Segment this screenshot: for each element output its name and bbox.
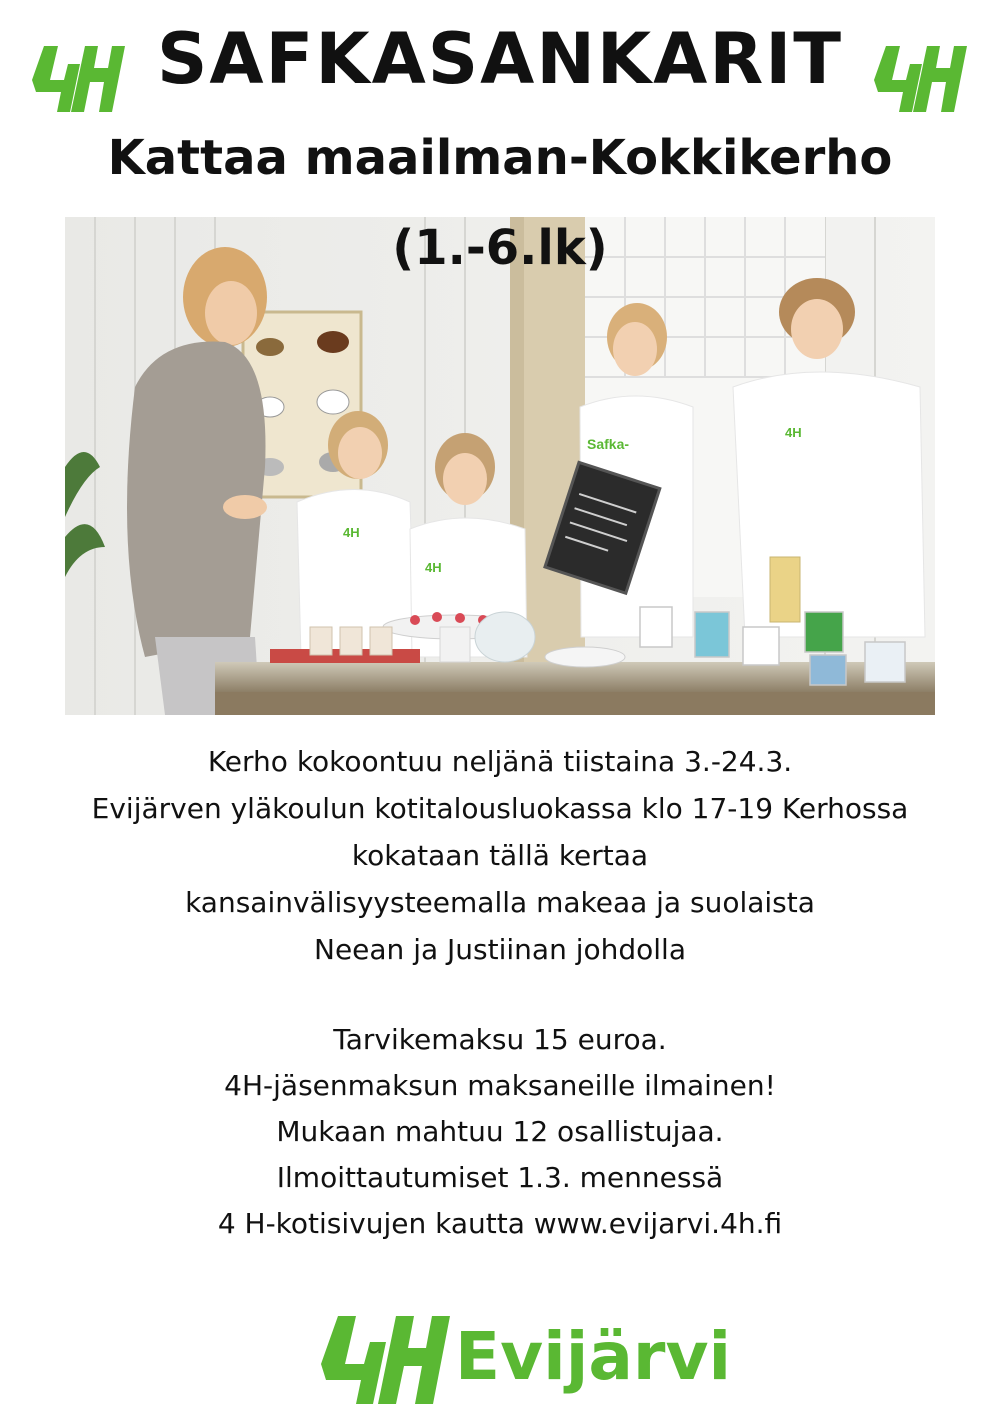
description-line: Kerho kokoontuu neljänä tiistaina 3.-24.3. (207, 745, 793, 778)
description-line: Neean ja Justiinan johdolla (314, 933, 686, 966)
poster-subtitle: Kattaa maailman-Kokkikerho (107, 130, 893, 186)
info-block (0, 1017, 1000, 1247)
description-line: Evijärven yläkoulun kotitalousluokassa klo 17-19 Kerhossa (91, 792, 909, 825)
info-line-deadline: Ilmoittautumiset 1.3. mennessä (276, 1161, 724, 1194)
svg-text:4H: 4H (425, 560, 442, 575)
description-line: kokataan tällä kertaa (351, 839, 649, 872)
svg-text:4H: 4H (785, 425, 802, 440)
svg-text:Safka-: Safka- (587, 436, 630, 452)
poster-title: SAFKASANKARIT (156, 18, 844, 100)
organization-name: Evijärvi (455, 1318, 732, 1395)
description-line: kansainvälisyysteemalla makeaa ja suolaista (185, 886, 815, 919)
info-line-website: 4 H-kotisivujen kautta www.evijarvi.4h.fi (217, 1207, 783, 1240)
kitchen-photo (65, 217, 935, 715)
grade-level: (1.-6.lk) (392, 220, 608, 276)
svg-text:4H: 4H (343, 525, 360, 540)
info-line-capacity: Mukaan mahtuu 12 osallistujaa. (276, 1115, 724, 1148)
info-line-fee: Tarvikemaksu 15 euroa. (333, 1023, 667, 1056)
4h-logo-footer (318, 1312, 450, 1404)
info-line-members: 4H-jäsenmaksun maksaneille ilmainen! (224, 1069, 776, 1102)
description-block (0, 738, 1000, 973)
